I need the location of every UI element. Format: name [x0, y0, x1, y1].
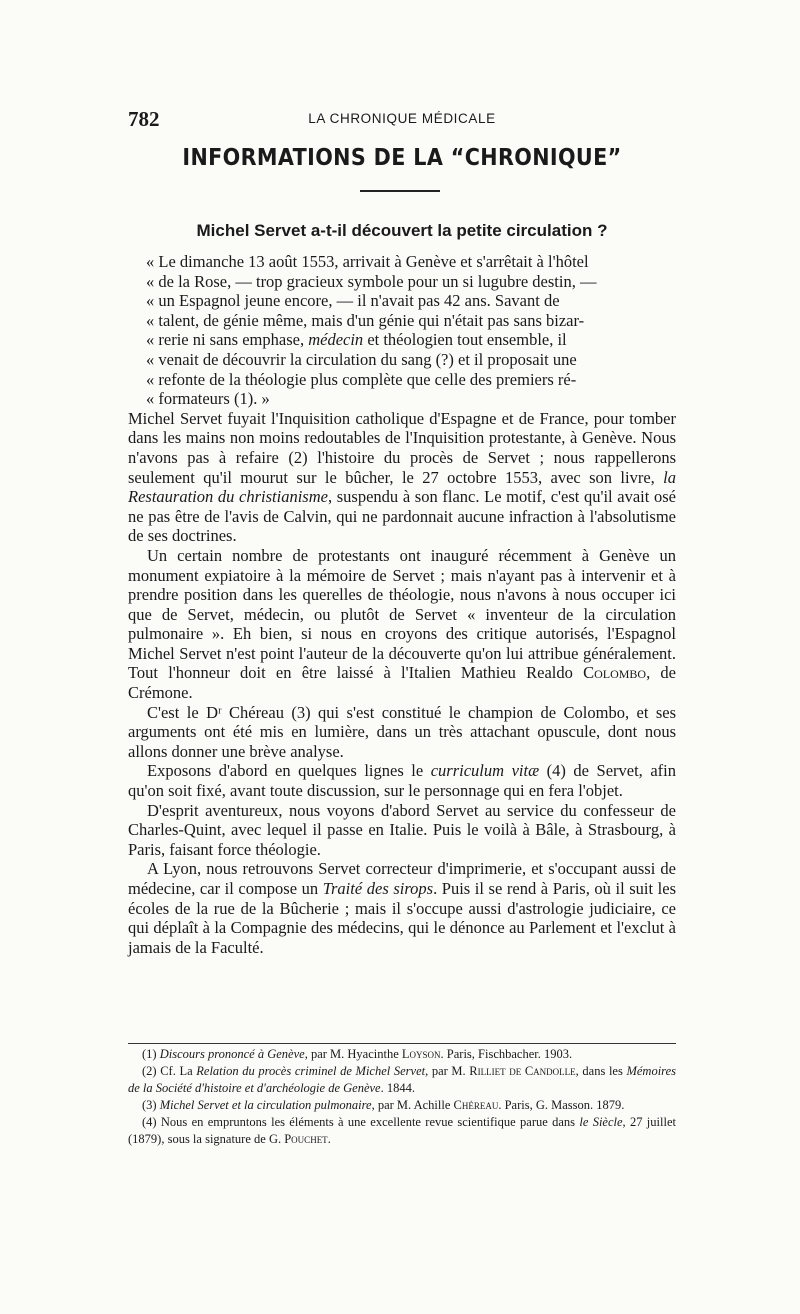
quote-line: « Le dimanche 13 août 1553, arrivait à Genève et s'arrêtait à l'hôtel [146, 252, 589, 271]
quote-line: « rerie ni sans emphase, [146, 330, 309, 350]
running-header [128, 106, 676, 132]
footnote: (3) Michel Servet et la circulation pulmonaire, par M. Achille Chéreau. Paris, G. Masson. 1879. [142, 1098, 625, 1112]
paragraph: D'esprit aventureux, nous voyons d'abord Servet au service du confesseur de Charles-Quint, avec lequel il passe en Italie. Puis le voilà à Bâle, à Strasbourg, à Paris, faisant force théologie. [128, 800, 676, 859]
running-title: LA CHRONIQUE MÉDICALE [308, 111, 496, 126]
quote-line: « un Espagnol jeune encore, — il n'avait pas 42 ans. Savant de [146, 291, 560, 311]
title-rule [360, 190, 440, 192]
book-title: la Restauration du christianisme [128, 467, 676, 507]
page-number: 782 [128, 107, 160, 131]
quote-line: « de la Rose, — trop gracieux symbole pour un si lugubre destin, — [146, 271, 597, 291]
article-body [128, 252, 676, 957]
quote-line: et théologien tout ensemble, il [363, 330, 567, 350]
quote-line: « talent, de génie même, mais d'un génie qui n'était pas sans bizar- [146, 310, 585, 330]
paragraph: Un certain nombre de protestants ont inauguré récemment à Genève un monument expiatoire à la mémoire de Servet ; mais n'ayant pas à intervenir et à prendre position dans les querelles de théologie, nous n'avons à nous occuper ici que de Servet, médecin, ou plutôt de Servet « inventeur de la circulation pulmonaire ». Eh bien, si nous en croyons des critique autorisés, l'Espagnol Michel Servet n'est point l'auteur de la découverte qu'on lui attribue généralement. Tout l'honneur doit en être laissé à l'Italien Mathieu Realdo Colombo, de Crémone. [128, 545, 676, 703]
paragraph: A Lyon, nous retrouvons Servet correcteur d'imprimerie, et s'occupant aussi de médecine, car il compose un Traité des sirops. Puis il se rend à Paris, où il suit les écoles de la rue de la Bûcherie ; mais il s'occupe aussi d'astrologie judiciaire, ce qui déplaît à la Compagnie des médecins, qui le dénonce au Parlement et l'exclut à jamais de la Faculté. [128, 859, 676, 957]
footnotes [128, 1046, 676, 1148]
quote-block [128, 252, 676, 409]
paragraph: C'est le Dʳ Chéreau (3) qui s'est constitué le champion de Colombo, et ses arguments ont été mis en lumière, dans un très attachant opuscule, dont nous allons donner une brève analyse. [128, 702, 676, 761]
paragraph: Michel Servet fuyait l'Inquisition catholique d'Espagne et de France, pour tomber dans les mains non moins redoutables de l'Inquisition protestante, à Genève. Nous n'avons pas à refaire (2) l'histoire du procès de Servet ; nous rappellerons seulement qu'il mourut sur le bûcher, le 27 octobre 1553, avec son livre, la Restauration du christianisme, suspendu à son flanc. Le motif, c'est qu'il avait osé ne pas être de l'avis de Calvin, qui ne pardonnait aucune infraction à l'absolutisme de ses doctrines. [128, 408, 676, 546]
footnote-separator [128, 1043, 676, 1044]
footnote: (1) Discours prononcé à Genève, par M. Hyacinthe Loyson. Paris, Fischbacher. 1903. [142, 1047, 573, 1061]
footnote: (2) Cf. La Relation du procès criminel de Michel Servet, par M. Rilliet de Candolle, dans les Mémoires de la Société d'histoire et d'archéologie de Genève. 1844. [128, 1064, 676, 1095]
person-name: Colombo [583, 663, 647, 683]
quote-line: « venait de découvrir la circulation du sang (?) et il proposait une [146, 349, 577, 369]
quote-italic: médecin [308, 330, 364, 350]
footnote: (4) Nous en empruntons les éléments à une excellente revue scientifique parue dans le Siècle, 27 juillet (1879), sous la signature de G. Pouchet. [128, 1115, 676, 1146]
quote-line: « refonte de la théologie plus complète que celle des premiers ré- [146, 369, 577, 389]
section-title: INFORMATIONS DE LA “CHRONIQUE” [182, 145, 622, 171]
quote-line: « formateurs (1). » [146, 389, 270, 409]
article-title: Michel Servet a-t-il découvert la petite circulation ? [196, 221, 608, 240]
paragraph: Exposons d'abord en quelques lignes le curriculum vitæ (4) de Servet, afin qu'on soit fixé, avant toute discussion, sur le personnage qui en fera l'objet. [128, 761, 676, 801]
